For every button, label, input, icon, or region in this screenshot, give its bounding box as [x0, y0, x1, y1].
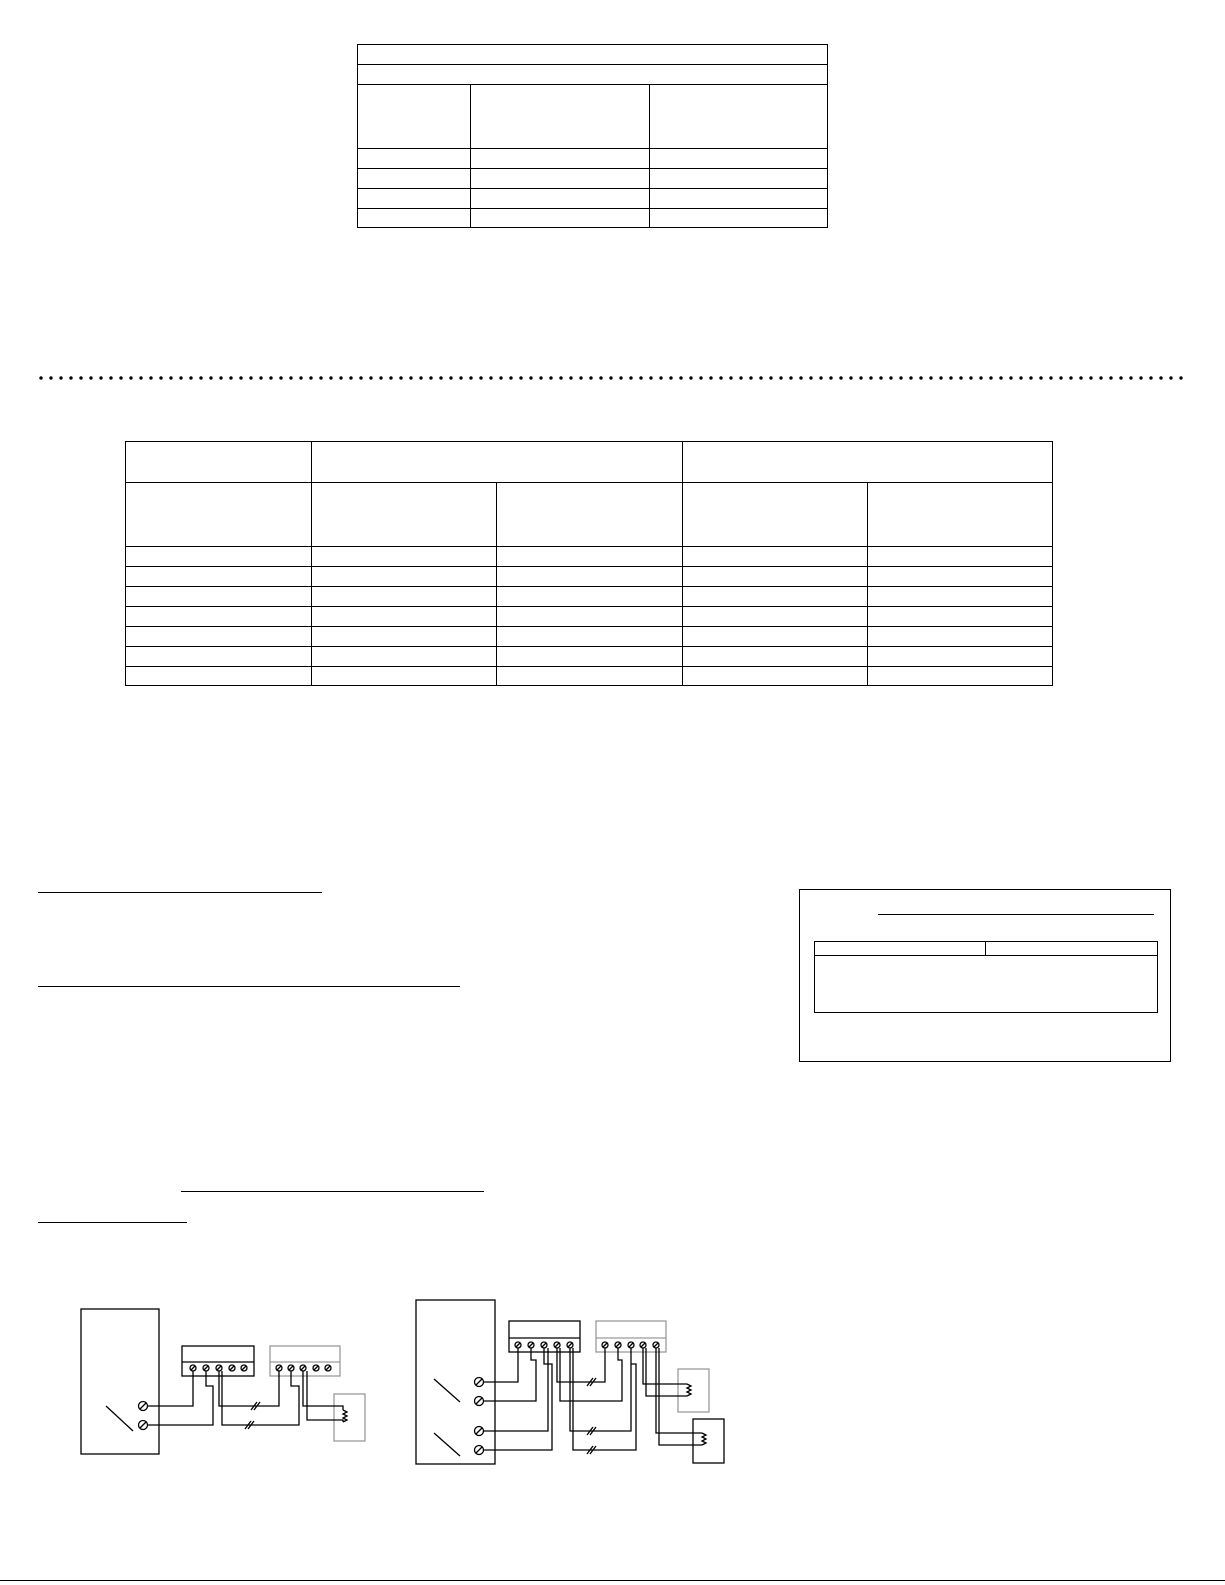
section-heading-two	[38, 986, 460, 987]
table-cell	[312, 567, 497, 587]
main-table	[125, 441, 1053, 686]
table-cell	[497, 667, 683, 686]
table-cell	[126, 667, 312, 686]
table-row	[358, 189, 828, 209]
heater-box	[693, 1419, 724, 1463]
table-cell	[358, 149, 471, 169]
table-cell	[126, 647, 312, 667]
table-cell	[471, 169, 650, 189]
table-cell	[497, 627, 683, 647]
table-cell	[868, 607, 1053, 627]
table-cell	[650, 169, 828, 189]
single-zone-wiring-diagram-icon	[75, 1300, 375, 1460]
table-cell	[868, 567, 1053, 587]
switch-contact	[434, 1379, 460, 1402]
terminal-screw-icon	[139, 1421, 148, 1430]
side-box-table-header	[815, 942, 986, 956]
terminal-screw-icon	[475, 1427, 484, 1436]
table-cell	[868, 667, 1053, 686]
terminal-screw-icon	[475, 1378, 484, 1387]
table-cell	[126, 567, 312, 587]
main-table-header-cell	[683, 483, 868, 547]
terminal-strip	[190, 1365, 247, 1371]
table-cell	[126, 547, 312, 567]
table-cell	[471, 149, 650, 169]
table-cell	[650, 189, 828, 209]
top-table-header-cell	[471, 85, 650, 149]
terminal-strip	[515, 1342, 573, 1348]
main-table-group-header	[312, 442, 683, 483]
main-table-group-header	[126, 442, 312, 483]
terminal-strip	[602, 1342, 659, 1348]
table-cell	[126, 627, 312, 647]
table-cell	[312, 647, 497, 667]
terminal-screw-icon	[139, 1402, 148, 1411]
table-cell	[471, 209, 650, 228]
main-table-header-cell	[312, 483, 497, 547]
side-box-table-body	[815, 956, 1158, 1013]
table-cell	[126, 607, 312, 627]
table-row	[126, 627, 1053, 647]
table-cell	[312, 627, 497, 647]
section-heading-three-b	[38, 1222, 187, 1223]
top-table	[357, 44, 828, 228]
table-cell	[497, 647, 683, 667]
thermostat-panel	[81, 1309, 159, 1454]
table-row	[358, 209, 828, 228]
table-cell	[868, 587, 1053, 607]
table-cell	[497, 607, 683, 627]
heater-box	[334, 1394, 365, 1441]
section-heading-three-a	[181, 1191, 484, 1192]
terminal-screw-icon	[475, 1446, 484, 1455]
table-row	[126, 547, 1053, 567]
main-table-header-cell	[868, 483, 1053, 547]
table-row	[126, 587, 1053, 607]
table-cell	[683, 667, 868, 686]
top-table-title	[358, 45, 828, 65]
table-row	[126, 647, 1053, 667]
table-cell	[683, 587, 868, 607]
valve-controller	[270, 1346, 340, 1376]
main-table-header-cell	[497, 483, 683, 547]
dual-zone-wiring-diagram-icon	[410, 1292, 730, 1472]
table-cell	[358, 189, 471, 209]
top-table-header-cell	[358, 85, 471, 149]
table-cell	[497, 547, 683, 567]
table-cell	[683, 647, 868, 667]
heater-element-icon	[702, 1433, 706, 1445]
table-cell	[868, 627, 1053, 647]
table-row	[358, 149, 828, 169]
side-box-table-header	[986, 942, 1158, 956]
table-cell	[650, 209, 828, 228]
heater-element-icon	[687, 1384, 691, 1396]
table-row	[126, 667, 1053, 686]
table-cell	[683, 607, 868, 627]
switch-contact	[106, 1406, 133, 1431]
table-cell	[650, 149, 828, 169]
table-cell	[126, 587, 312, 607]
table-cell	[471, 189, 650, 209]
table-cell	[683, 547, 868, 567]
side-box-heading	[878, 914, 1154, 915]
table-cell	[312, 547, 497, 567]
switch-contact	[434, 1433, 460, 1456]
table-cell	[358, 169, 471, 189]
section-heading-one	[38, 892, 322, 893]
terminal-strip	[276, 1365, 331, 1371]
table-cell	[868, 547, 1053, 567]
table-cell	[358, 209, 471, 228]
top-table-subtitle	[358, 65, 828, 85]
dotted-divider	[36, 376, 1186, 380]
table-cell	[683, 567, 868, 587]
table-row	[358, 169, 828, 189]
table-cell	[312, 607, 497, 627]
table-row	[126, 567, 1053, 587]
main-table-group-header	[683, 442, 1053, 483]
table-cell	[868, 647, 1053, 667]
side-info-box	[799, 889, 1171, 1062]
heater-box	[678, 1369, 709, 1412]
side-box-table	[814, 941, 1158, 1013]
table-cell	[312, 587, 497, 607]
page-bottom-rule	[0, 1580, 1225, 1581]
terminal-screw-icon	[475, 1397, 484, 1406]
top-table-header-cell	[650, 85, 828, 149]
table-cell	[683, 627, 868, 647]
main-table-header-cell	[126, 483, 312, 547]
table-cell	[497, 587, 683, 607]
table-row	[126, 607, 1053, 627]
table-cell	[312, 667, 497, 686]
table-cell	[497, 567, 683, 587]
